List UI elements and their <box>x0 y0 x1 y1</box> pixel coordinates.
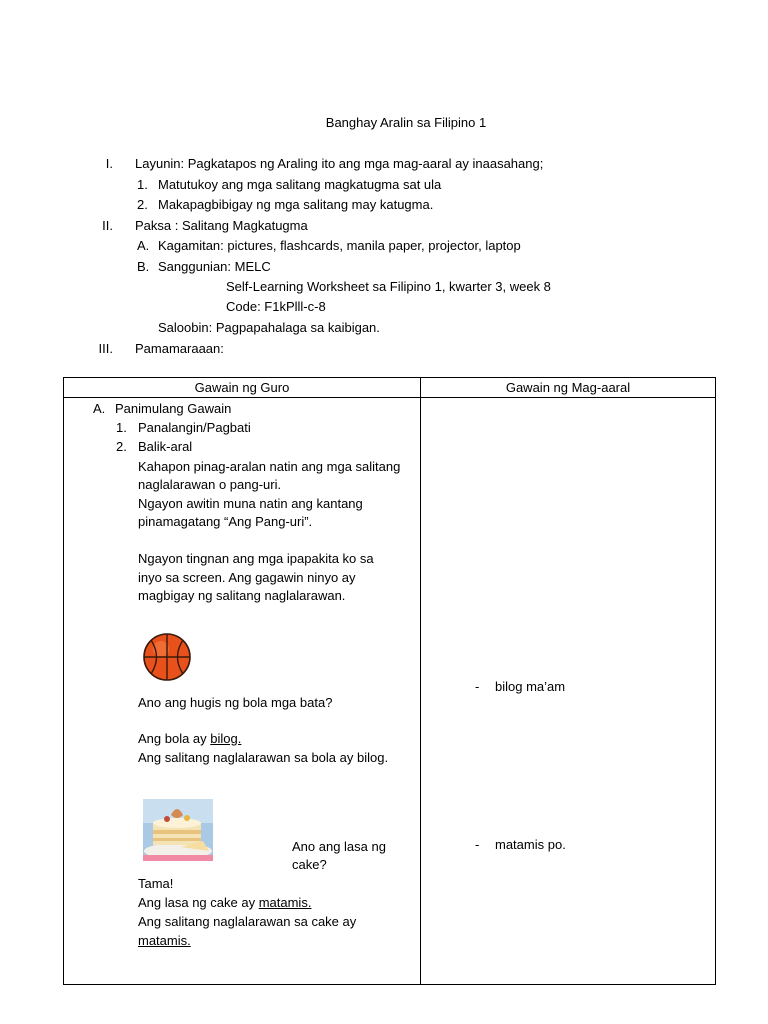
list-letter: B. <box>137 259 150 274</box>
table-row <box>64 398 716 985</box>
section-pamamaraan: Pamamaraaan: <box>135 341 224 356</box>
ball-description: Ang salitang naglalarawan sa bola ay bilog. <box>138 750 389 765</box>
lesson-table <box>63 377 716 985</box>
reference-line: Self-Learning Worksheet sa Filipino 1, kwarter 3, week 8 <box>226 279 551 294</box>
tama-text: Tama! <box>138 876 174 891</box>
header-guro: Gawain ng Guro <box>64 378 421 398</box>
paragraph-line: Ngayon tingnan ang mga ipapakita ko sa <box>138 551 374 566</box>
table-header-row <box>64 378 716 398</box>
cake-answer <box>138 894 311 911</box>
cake-question-cont: cake? <box>292 857 327 872</box>
paragraph-line: naglalarawan o pang-uri. <box>138 477 282 492</box>
section-letter: A. <box>93 401 106 416</box>
page-title: Banghay Aralin sa Filipino 1 <box>325 115 487 130</box>
paragraph-line: inyo sa screen. Ang gagawin ninyo ay <box>138 570 356 585</box>
guro-cell <box>64 398 421 985</box>
saloobin: Saloobin: Pagpapahalaga sa kaibigan. <box>158 320 380 335</box>
list-number: 2. <box>116 439 127 454</box>
paragraph-line: Ngayon awitin muna natin ang kantang <box>138 496 363 511</box>
reference-code: Code: F1kPlll-c-8 <box>226 299 326 314</box>
list-item: Balik-aral <box>138 439 193 454</box>
student-answer: matamis po. <box>495 837 566 852</box>
student-answer: bilog ma’am <box>495 679 566 694</box>
ball-answer-prefix: Ang bola ay <box>138 731 211 746</box>
ball-question: Ano ang hugis ng bola mga bata? <box>138 695 333 710</box>
list-number: 2. <box>137 197 148 212</box>
cake-description-word: matamis. <box>138 933 191 948</box>
cake-question: Ano ang lasa ng <box>292 839 386 854</box>
answer-dash: - <box>475 837 480 852</box>
paragraph-line: magbigay ng salitang naglalarawan. <box>138 588 346 603</box>
answer-dash: - <box>475 679 480 694</box>
basketball-image <box>142 632 192 682</box>
magaaral-cell <box>421 398 716 985</box>
ball-answer-word: bilog. <box>210 731 242 746</box>
cake-answer-prefix: Ang lasa ng cake ay <box>138 895 259 910</box>
cake-answer-word: matamis. <box>258 895 312 910</box>
section-layunin: Layunin: Pagkatapos ng Araling ito ang mga mag-aaral ay inaasahang; <box>135 156 544 171</box>
paragraph-line: Kahapon pinag-aralan natin ang mga salitang <box>138 459 401 474</box>
paragraph-line: pinamagatang “Ang Pang-uri”. <box>138 514 313 529</box>
list-letter: A. <box>137 238 150 253</box>
section-number: II. <box>102 218 113 233</box>
section-number: III. <box>98 341 113 356</box>
ball-answer <box>138 730 241 747</box>
list-item: Sanggunian: MELC <box>158 259 271 274</box>
list-item: Matutukoy ang mga salitang magkatugma sat ula <box>158 177 442 192</box>
section-title: Panimulang Gawain <box>115 401 232 416</box>
list-item: Panalangin/Pagbati <box>138 420 251 435</box>
cake-image <box>143 799 213 861</box>
cake-description: Ang salitang naglalarawan sa cake ay <box>138 914 357 929</box>
list-number: 1. <box>116 420 127 435</box>
header-magaaral: Gawain ng Mag-aaral <box>421 378 716 398</box>
section-number: I. <box>105 156 113 171</box>
list-item: Makapagbibigay ng mga salitang may katugma. <box>158 197 434 212</box>
list-item: Kagamitan: pictures, flashcards, manila paper, projector, laptop <box>158 238 521 253</box>
section-paksa: Paksa : Salitang Magkatugma <box>135 218 308 233</box>
list-number: 1. <box>137 177 148 192</box>
